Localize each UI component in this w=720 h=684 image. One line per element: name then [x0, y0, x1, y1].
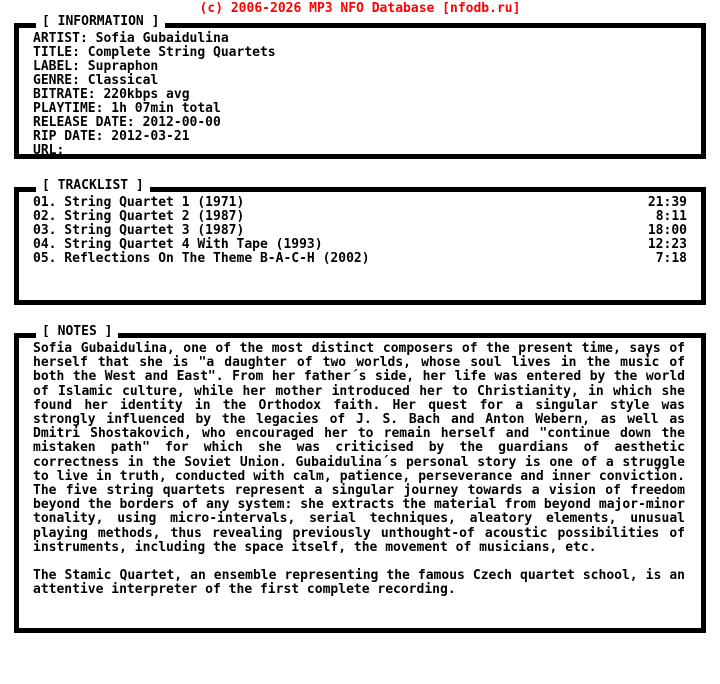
track-duration: 8:11: [655, 209, 687, 224]
notes-panel-title: [ NOTES ]: [36, 325, 118, 339]
tracklist-content: [19, 192, 701, 274]
track-row: [33, 238, 691, 252]
track-title: 01. String Quartet 1 (1971): [33, 195, 245, 210]
notes-paragraph: Sofia Gubaidulina, one of the most distinct composers of the present time, says of herself that she is "a daughter of two worlds, whose soul lives in the music of both the West and East". From her father´s side, her life was entered by the world of Islamic culture, while her mother introduced her to Christianity, in which she found her identity in the Orthodox faith. Her quest for a singular style was strongly influenced by the legacies of J. S. Bach and Anton Webern, as well as Dmitri Shostakovich, who encouraged her to remain herself and "continue down the mistaken path" for which she was criticised by the guardians of aesthetic correctness in the Soviet Union. Gubaidulina´s personal story is one of a struggle to live in truth, conducted with calm, patience, perseverance and inner conviction. The five string quartets represent a singular journey towards a vision of freedom beyond the borders of any system: she extracts the material from beyond major-minor tonality, using micro-intervals, serial techniques, aleatory elements, unusual playing methods, thus revealing previously unthought-of acoustic possibilities of instruments, including the space itself, the movement of musicians, etc.: [33, 341, 693, 555]
track-title: 04. String Quartet 4 With Tape (1993): [33, 237, 323, 252]
tracklist-panel-title: [ TRACKLIST ]: [36, 179, 150, 193]
info-url: URL:: [33, 143, 65, 158]
track-row: [33, 224, 691, 238]
track-title: 05. Reflections On The Theme B-A-C-H (2002): [33, 251, 370, 266]
info-title: TITLE: Complete String Quartets: [33, 45, 276, 60]
page-header: (c) 2006-2026 MP3 NFO Database [nfodb.ru]: [199, 1, 521, 16]
track-duration: 21:39: [647, 195, 687, 210]
track-duration: 7:18: [655, 251, 687, 266]
notes-panel-box: [14, 333, 706, 633]
tracklist-panel-box: [14, 187, 706, 305]
track-title: 02. String Quartet 2 (1987): [33, 209, 245, 224]
info-release-date: RELEASE DATE: 2012-00-00: [33, 115, 221, 130]
information-panel: [14, 14, 706, 159]
track-row: [33, 252, 691, 266]
notes-paragraph: The Stamic Quartet, an ensemble representing the famous Czech quartet school, is an attentive interpreter of the first complete recording.: [33, 568, 693, 598]
track-duration: 12:23: [647, 237, 687, 252]
information-panel-title: [ INFORMATION ]: [36, 15, 165, 29]
information-content: [19, 28, 701, 166]
information-panel-box: [14, 23, 706, 159]
track-row: [33, 196, 691, 210]
info-genre: GENRE: Classical: [33, 73, 159, 88]
notes-content: [19, 338, 701, 605]
track-duration: 18:00: [647, 223, 687, 238]
info-label: LABEL: Supraphon: [33, 59, 159, 74]
track-row: [33, 210, 691, 224]
info-bitrate: BITRATE: 220kbps avg: [33, 87, 190, 102]
info-playtime: PLAYTIME: 1h 07min total: [33, 101, 221, 116]
info-rip-date: RIP DATE: 2012-03-21: [33, 129, 190, 144]
notes-panel: [14, 324, 706, 633]
tracklist-panel: [14, 178, 706, 305]
track-title: 03. String Quartet 3 (1987): [33, 223, 245, 238]
info-artist: ARTIST: Sofia Gubaidulina: [33, 31, 229, 46]
